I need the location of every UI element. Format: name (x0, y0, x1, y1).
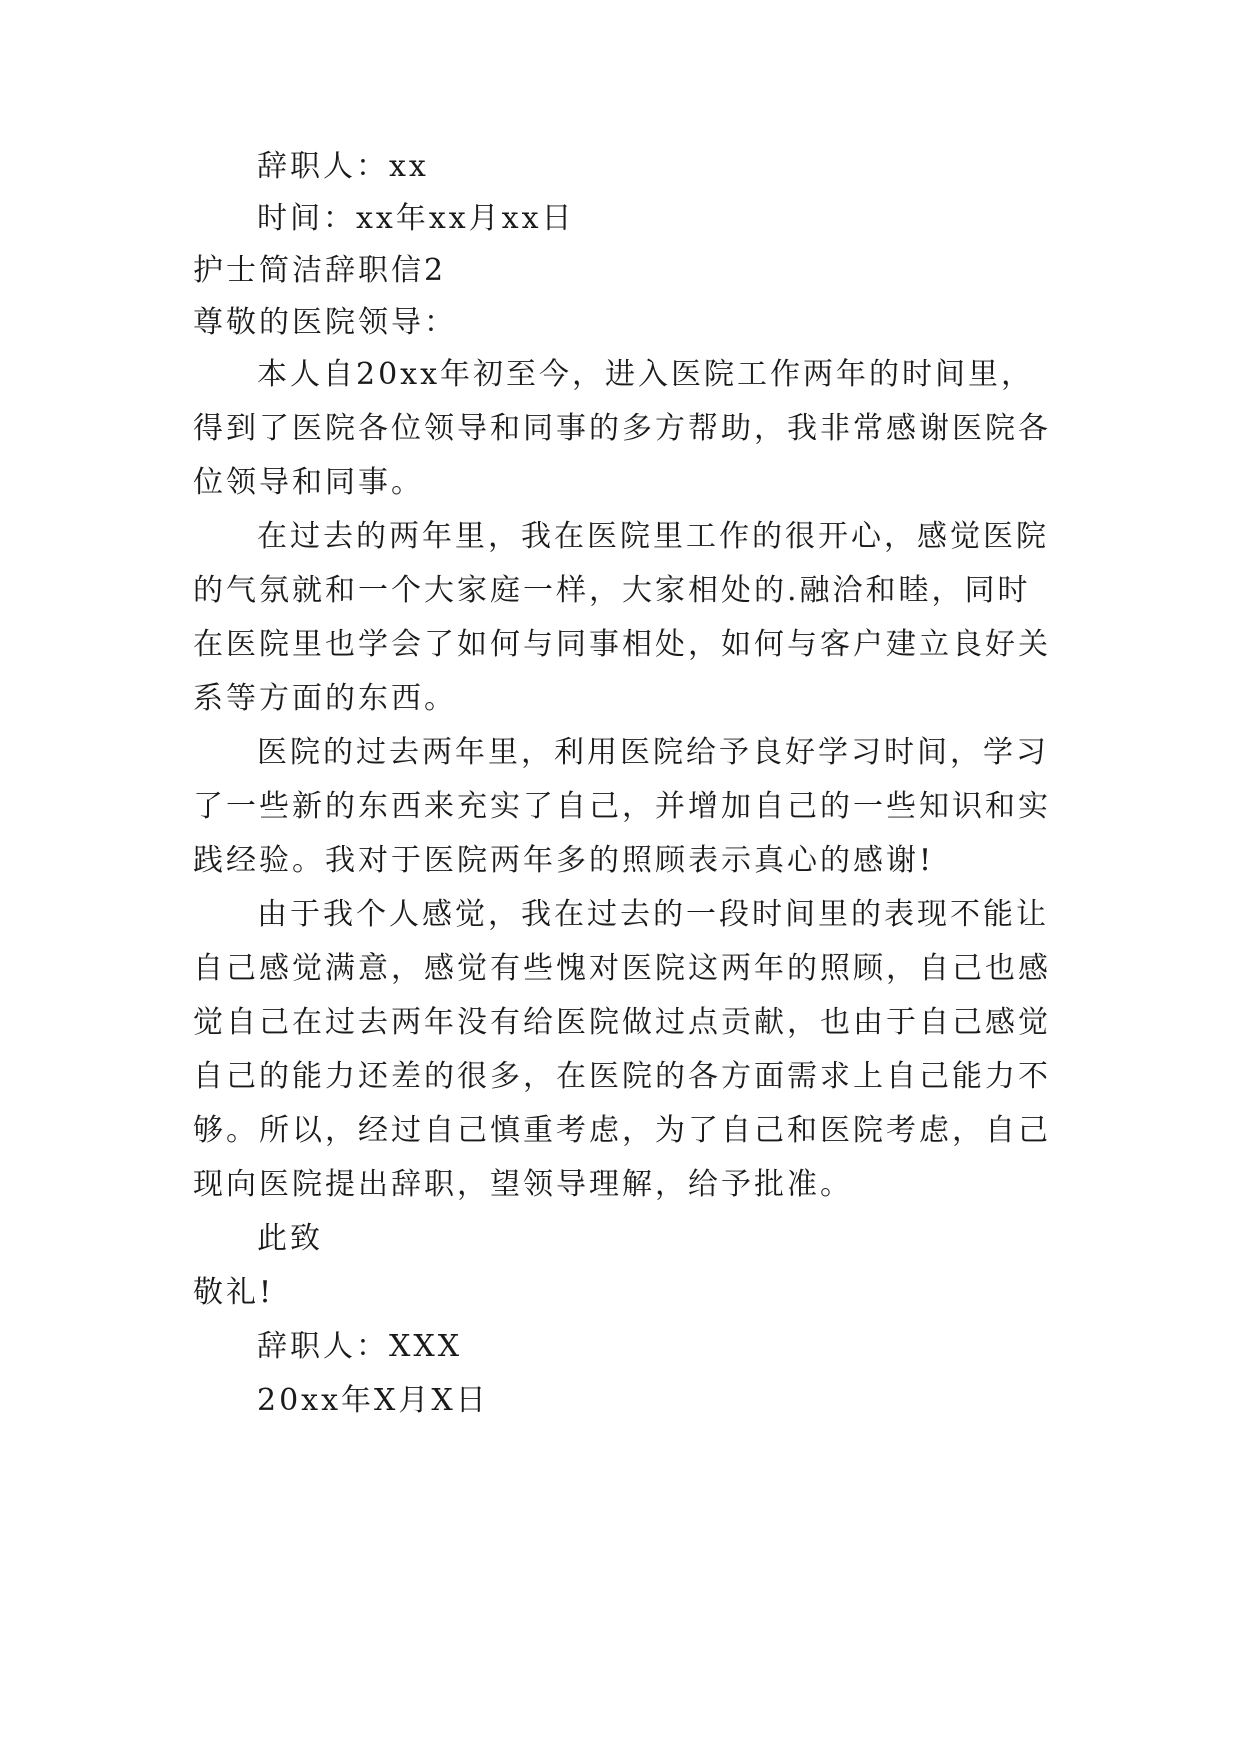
paragraph-4-line-4: 自己的能力还差的很多，在医院的各方面需求上自己能力不 (193, 1059, 1051, 1094)
paragraph-1-line-1: 本人自20xx年初至今，进入医院工作两年的时间里， (257, 357, 1035, 392)
paragraph-4-line-2: 自己感觉满意，感觉有些愧对医院这两年的照顾，自己也感 (193, 951, 1051, 986)
paragraph-2-line-3: 在医院里也学会了如何与同事相处，如何与客户建立良好关 (193, 627, 1051, 662)
bottom-resigner-line: 辞职人：XXX (257, 1329, 463, 1364)
paragraph-3-line-2: 了一些新的东西来充实了自己，并增加自己的一些知识和实 (193, 789, 1051, 824)
top-resigner-line: 辞职人：xx (257, 149, 429, 184)
paragraph-3-line-3: 践经验。我对于医院两年多的照顾表示真心的感谢! (193, 843, 935, 878)
closing-line-2: 敬礼! (193, 1275, 275, 1310)
paragraph-1-line-2: 得到了医院各位领导和同事的多方帮助，我非常感谢医院各 (193, 411, 1051, 446)
paragraph-4-line-6: 现向医院提出辞职，望领导理解，给予批准。 (193, 1167, 853, 1202)
paragraph-4-line-5: 够。所以，经过自己慎重考虑，为了自己和医院考虑，自己 (193, 1113, 1051, 1148)
bottom-date-line: 20xx年X月X日 (257, 1383, 489, 1418)
closing-line-1: 此致 (257, 1221, 323, 1256)
paragraph-1-line-3: 位领导和同事。 (193, 465, 424, 500)
paragraph-3-line-1: 医院的过去两年里，利用医院给予良好学习时间，学习 (257, 735, 1049, 770)
letter-title: 护士简洁辞职信2 (193, 253, 447, 288)
paragraph-2-line-1: 在过去的两年里，我在医院里工作的很开心，感觉医院 (257, 519, 1049, 554)
top-date-line: 时间：xx年xx月xx日 (257, 201, 575, 236)
paragraph-2-line-2: 的气氛就和一个大家庭一样，大家相处的.融洽和睦，同时 (193, 573, 1031, 608)
paragraph-4-line-1: 由于我个人感觉，我在过去的一段时间里的表现不能让 (257, 897, 1049, 932)
paragraph-4-line-3: 觉自己在过去两年没有给医院做过点贡献，也由于自己感觉 (193, 1005, 1051, 1040)
paragraph-2-line-4: 系等方面的东西。 (193, 681, 457, 716)
salutation: 尊敬的医院领导： (193, 305, 457, 340)
